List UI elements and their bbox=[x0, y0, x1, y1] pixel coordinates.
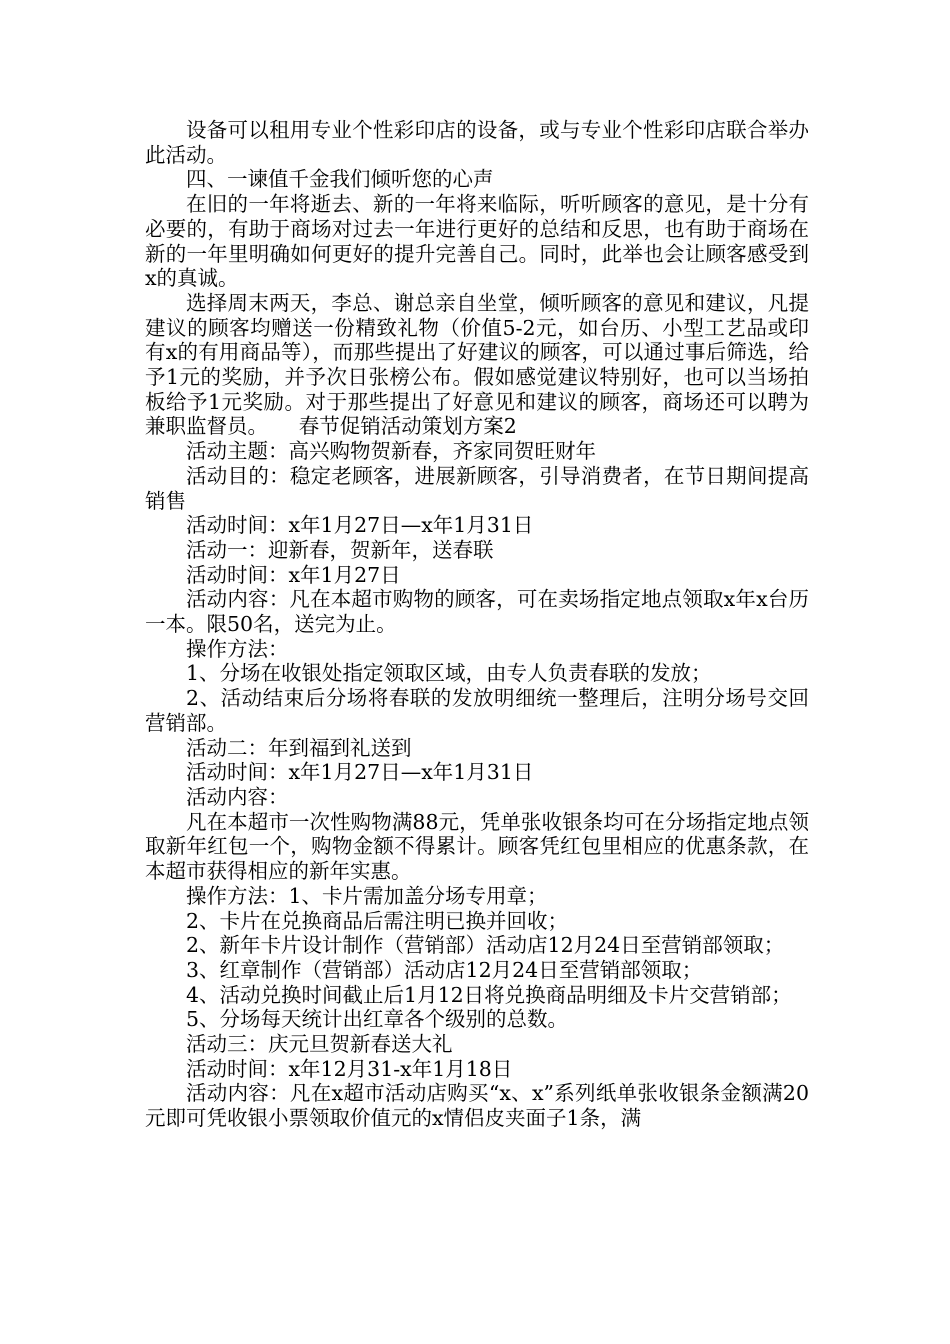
paragraph-activity-three-content: 活动内容：凡在x超市活动店购买“x、x”系列纸单张收银条金额满20元即可凭收银小票领取价值元的x情侣皮夹面子1条，满 bbox=[145, 1081, 809, 1131]
document-page bbox=[145, 118, 809, 1131]
list-item-card-exchange: 2、卡片在兑换商品后需注明已换并回收； bbox=[186, 908, 569, 933]
list-item-operation-2: 2、活动结束后分场将春联的发放明细统一整理后，注明分场号交回营销部。 bbox=[145, 686, 809, 735]
heading-activity-two-content: 活动内容： bbox=[186, 784, 289, 809]
paragraph-equipment-rental: 设备可以租用专业个性彩印店的设备，或与专业个性彩印店联合举办此活动。 bbox=[145, 118, 809, 167]
list-item-red-stamp: 3、红章制作（营销部）活动店12月24日至营销部领取； bbox=[186, 957, 703, 982]
heading-activity-three: 活动三：庆元旦贺新春送大礼 bbox=[186, 1032, 453, 1057]
paragraph-activity-one-time: 活动时间：x年1月27日 bbox=[186, 562, 401, 587]
paragraph-activity-two-time: 活动时间：x年1月27日—x年1月31日 bbox=[186, 760, 534, 785]
paragraph-activity-one-content: 活动内容：凡在本超市购物的顾客，可在卖场指定地点领取x年x台历一本。限50名，送完为止。 bbox=[145, 587, 809, 637]
heading-operation-method: 操作方法： bbox=[186, 636, 289, 661]
heading-activity-two: 活动二：年到福到礼送到 bbox=[186, 735, 412, 760]
paragraph-activity-three-time: 活动时间：x年12月31-x年1月18日 bbox=[186, 1056, 513, 1081]
list-item-card-stamp: 操作方法：1、卡片需加盖分场专用章； bbox=[186, 883, 548, 908]
list-item-card-design: 2、新年卡片设计制作（营销部）活动店12月24日至营销部领取； bbox=[186, 933, 785, 958]
list-item-exchange-deadline: 4、活动兑换时间截止后1月12日将兑换商品明细及卡片交营销部； bbox=[186, 982, 792, 1007]
list-item-daily-count: 5、分场每天统计出红章各个级别的总数。 bbox=[186, 1007, 569, 1032]
paragraph-activity-purpose: 活动目的：稳定老顾客，进展新顾客，引导消费者，在节日期间提高销售 bbox=[145, 463, 809, 513]
paragraph-activity-time: 活动时间：x年1月27日—x年1月31日 bbox=[186, 513, 534, 538]
paragraph-activity-two-content: 凡在本超市一次性购物满88元，凭单张收银条均可在分场指定地点领取新年红包一个，购物金额不得累计。顾客凭红包里相应的优惠条款，在本超市获得相应的新年实惠。 bbox=[145, 809, 809, 884]
list-item-operation-1: 1、分场在收银处指定领取区域，由专人负责春联的发放； bbox=[186, 661, 712, 686]
paragraph-listen-customers: 在旧的一年将逝去、新的一年将来临际，听听顾客的意见，是十分有必要的，有助于商场对过去一年进行更好的总结和反思，也有助于商场在新的一年里明确如何更好的提升完善自己。同时，此举也会让顾客感受到x的真诚。 bbox=[145, 192, 809, 291]
paragraph-activity-theme: 活动主题：高兴购物贺新春，齐家同贺旺财年 bbox=[186, 439, 596, 464]
paragraph-weekend-feedback: 选择周末两天，李总、谢总亲自坐堂，倾听顾客的意见和建议，凡提建议的顾客均赠送一份精致礼物（价值5-2元，如台历、小型工艺品或印有x的有用商品等），而那些提出了好建议的顾客，可以通过事后筛选，给予1元的奖励，并予次日张榜公布。假如感觉建议特别好，也可以当场拍板给予1元奖励。对于那些提出了好意见和建议的顾客，商场还可以聘为兼职监督员。 春节促销活动策划方案2 bbox=[145, 290, 809, 439]
heading-activity-one: 活动一：迎新春，贺新年，送春联 bbox=[186, 537, 494, 562]
heading-section-four: 四、一谏值千金我们倾听您的心声 bbox=[186, 167, 494, 192]
